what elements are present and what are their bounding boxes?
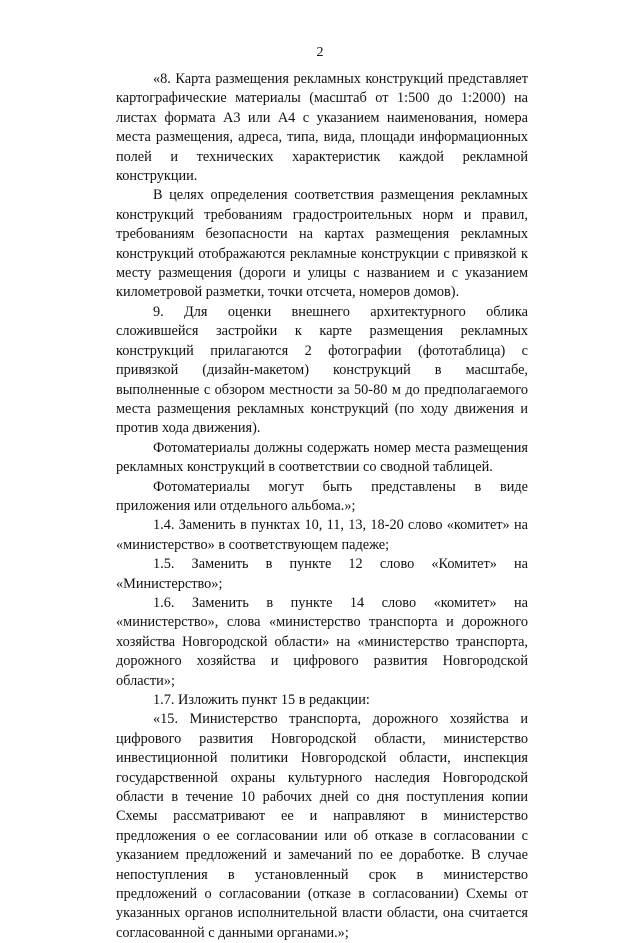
paragraph-amendment-1-6: 1.6. Заменить в пункте 14 слово «комитет» на «министерство», слова «министерство транспорта и дорожного хозяйства Новгородской области» на «министерство транспорта, дорожного хозяйства и цифрового развития Новгородской области»; — [116, 594, 528, 689]
paragraph-amendment-1-7: 1.7. Изложить пункт 15 в редакции: — [153, 692, 370, 708]
paragraph-amendment-1-5: 1.5. Заменить в пункте 12 слово «Комитет» на «Министерство»; — [116, 556, 528, 592]
paragraph-item-9: 9. Для оценки внешнего архитектурного облика сложившейся застройки к карте размещения рекламных конструкций прилагаются 2 фотографии (фототаблица) с привязкой (дизайн-макетом) конструкций в масштабе, выполненные с обзором местности за 50-80 м до предполагаемого места размещения рекламных конструкций (по ходу движения и против хода движения). — [116, 303, 528, 437]
paragraph-photo-format: Фотоматериалы могут быть представлены в виде приложения или отдельного альбома.»; — [116, 478, 528, 514]
paragraph-photo-requirements: Фотоматериалы должны содержать номер места размещения рекламных конструкций в соответствии со сводной таблицей. — [116, 439, 528, 476]
paragraph-item-15: «15. Министерство транспорта, дорожного хозяйства и цифрового развития Новгородской области, министерство инвестиционной политики Новгородской области, инспекция государственной охраны культурного наследия Новгородской области в течение 10 рабочих дней со дня поступления копии Схемы рассматривают ее и направляют в министерство предложения о ее согласовании или об отказе в согласовании с указанием предложений и замечаний по ее доработке. В случае непоступления в установленный срок в министерство предложений о согласовании (отказе в согласовании) Схемы от указанных органов исполнительной власти области, она считается согласованной с данными органами.»; — [116, 711, 528, 941]
paragraph-item-8: «8. Карта размещения рекламных конструкций представляет картографические материалы (масштаб от 1:500 до 1:2000) на листах формата А3 или А4 с указанием наименования, номера места размещения, адреса, типа, вида, площади информационных полей и технических характеристик каждой рекламной конструкции. — [116, 71, 528, 185]
paragraph-item-8-continuation: В целях определения соответствия размещения рекламных конструкций требованиям градостроительных норм и правил, требованиям безопасности на картах размещения рекламных конструкций отображаются рекламные конструкции с привязкой к месту размещения (дороги и улицы с названием и с указанием километровой разметки, точки отсчета, номеров домов). — [116, 187, 528, 301]
page-number: 2 — [316, 45, 324, 60]
paragraph-amendment-1-4: 1.4. Заменить в пунктах 10, 11, 13, 18-20 слово «комитет» на «министерство» в соответствующем падеже; — [116, 517, 528, 553]
document-body — [116, 70, 528, 943]
